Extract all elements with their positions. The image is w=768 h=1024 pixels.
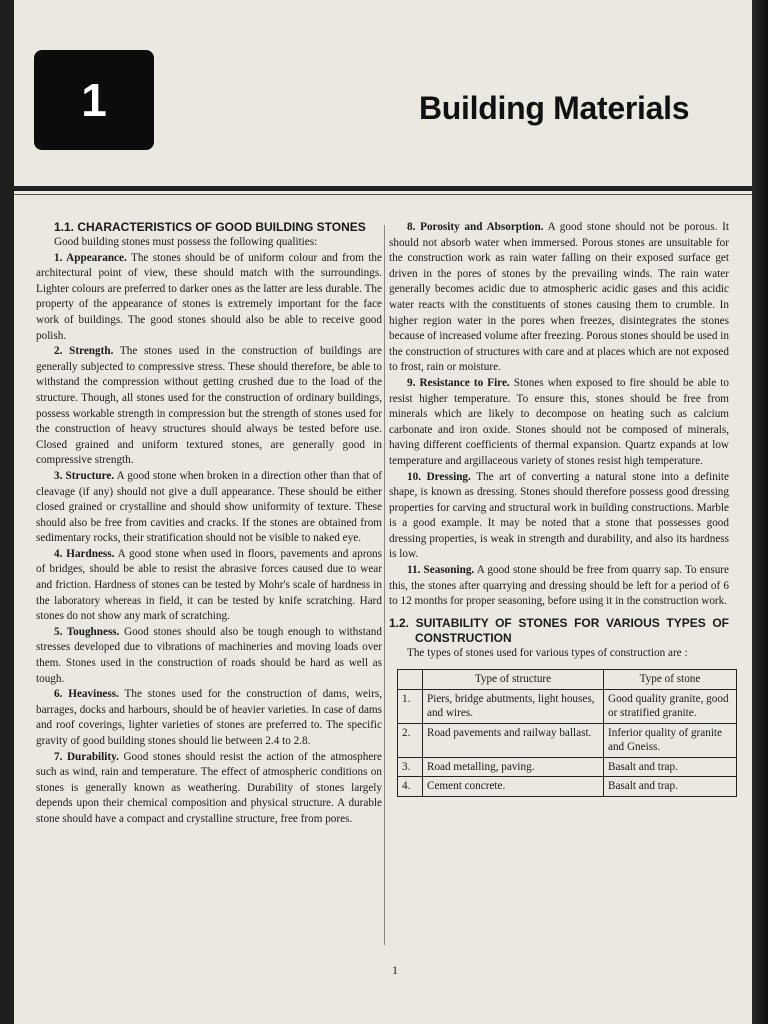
table-cell: Basalt and trap. <box>604 757 737 777</box>
body-text: The art of converting a natural stone into a definite shape, is known as dressing. Stones should therefore possess good dressing properties for carving and structural work in building constructions. Marble is a good example. It may be noted that a stone that possesses good dressing properties, is weak in strength and durability, and also its hardness is low. <box>389 470 729 561</box>
term: 9. Resistance to Fire. <box>407 376 510 389</box>
paragraph-toughness <box>36 625 382 687</box>
table-cell: 4. <box>398 777 423 797</box>
body-text: The stones used for the construction of dams, weirs, barrages, docks and harbours, should be of heavier varieties. In case of dams and roof coverings, lighter varieties of stones are preferred to. The specific gravity of good building stones should lie between 2.4 to 2.8. <box>36 688 382 747</box>
left-column <box>36 220 382 828</box>
body-text: A good stone when used in floors, pavements and aprons of bridges, should be able to resist the abrasive forces caused due to wear and friction. Hardness of stones can be tested by Mohr's scale of hardness in the laboratory whereas in field, it can be tested by knife scratching. Hard stones do not show any mark of scratching. <box>36 547 382 623</box>
table-cell: 3. <box>398 757 423 777</box>
column-divider <box>384 225 385 945</box>
table-cell: 1. <box>398 689 423 723</box>
section-heading-2: 1.2. SUITABILITY OF STONES FOR VARIOUS TYPES OF CONSTRUCTION <box>389 615 729 645</box>
term: 2. Strength. <box>54 345 114 358</box>
table-header-cell <box>398 670 423 690</box>
term: 11. Seasoning. <box>407 564 475 577</box>
table-header-row <box>398 670 737 690</box>
term: 7. Durability. <box>54 750 119 763</box>
table-cell: 2. <box>398 723 423 757</box>
chapter-number: 1 <box>81 74 107 126</box>
table-cell: Cement concrete. <box>423 777 604 797</box>
table-cell: Piers, bridge abutments, light houses, and wires. <box>423 689 604 723</box>
table-header-cell: Type of structure <box>423 670 604 690</box>
page-edge <box>752 0 768 1024</box>
paragraph-hardness <box>36 547 382 625</box>
body-text: A good stone should be free from quarry sap. To ensure this, the stones after quarrying and dressing should be left for a period of 6 to 12 months for proper seasoning, before using it in the construction work. <box>389 564 729 608</box>
chapter-title: Building Materials <box>419 90 690 126</box>
body-text: A good stone when broken in a direction other than that of cleavage (if any) should not give a dull appearance. These should be either closed grained or crystalline and should show uniformity of texture. These should also be free from cavities and cracks. If the stones are obtained from sedimentary rocks, their stratification should not be visible to naked eye. <box>36 469 383 545</box>
term: 3. Structure. <box>54 469 115 482</box>
paragraph-strength <box>36 344 382 469</box>
right-column <box>389 220 729 797</box>
table-cell: Inferior quality of granite and Gneiss. <box>604 723 737 757</box>
table-cell: Basalt and trap. <box>604 777 737 797</box>
section-intro: Good building stones must possess the following qualities: <box>54 236 318 248</box>
paragraph-structure <box>36 469 382 547</box>
term: 10. Dressing. <box>407 470 471 483</box>
term: 5. Toughness. <box>54 625 120 638</box>
table-cell: Good quality granite, good or stratified granite. <box>604 689 737 723</box>
stones-table <box>397 669 737 797</box>
table-row <box>398 723 737 757</box>
chapter-number-badge <box>34 50 154 150</box>
table-header-cell: Type of stone <box>604 670 737 690</box>
body-text: A good stone should not be porous. It should not absorb water when immersed. Porous stones are unsuitable for the construction work as rain water falling on their exposed surface get driven in the pores of stones by the prevailing winds. The rain water generally becomes acidic due to atmospheric acidic gases and this acidic water reacts with the constituents of stones causing them to crumble. In higher region water in the pores when freezes, disintegrates the stones because of increased volume after freezing. Porous stones should be used in the construction of structures with care and at places which are not exposed to frost, rain or moisture. <box>389 221 729 374</box>
paragraph-porosity <box>389 220 729 376</box>
paragraph-heaviness <box>36 687 382 749</box>
body-text: Good stones should also be tough enough to withstand stresses developed due to vibrations of machineries and moving loads over them. Stones used in the construction of roads should be hard as well as tough. <box>36 625 382 685</box>
page-number: 1 <box>392 963 398 977</box>
book-page <box>14 0 752 1024</box>
body-text: Good stones should resist the action of the atmosphere such as wind, rain and temperature. The effect of atmospheric conditions on stones is generally known as weathering. Durability of stones largely depends upon their chemical composition and physical structure. A durable stone should have a compact and crystalline structure, free from pores. <box>36 750 383 825</box>
paragraph-fire-resistance <box>389 376 729 470</box>
body-text: The stones used in the construction of buildings are generally subjected to compressive stress. These should therefore, be able to withstand the compression without getting crushed due to the load of the structure. Though, all stones used for the construction of ordinary buildings, possess workable strength in compression but the strength of stones used for the construction of heavy structures should always be tested before use. Closed grained and uniform textured stones, are generally good in compressive strength. <box>36 345 382 467</box>
term: 1. Appearance. <box>54 251 127 264</box>
term: 6. Heaviness. <box>54 688 119 701</box>
header-rule <box>14 186 752 191</box>
section-heading: 1.1. CHARACTERISTICS OF GOOD BUILDING STONES <box>54 220 366 234</box>
paragraph-durability <box>36 750 382 828</box>
table-row <box>398 757 737 777</box>
term: 8. Porosity and Absorption. <box>407 221 544 233</box>
term: 4. Hardness. <box>54 547 115 560</box>
paragraph-appearance <box>36 251 382 345</box>
paragraph-seasoning <box>389 563 729 610</box>
header-rule-thin <box>14 194 752 195</box>
table-cell: Road pavements and railway ballast. <box>423 723 604 757</box>
body-text: Stones when exposed to fire should be able to resist higher temperature. To ensure this, stones should be free from minerals which are likely to decompose on heating such as calcium carbonate and iron oxide. Stones should not be composed of minerals, having different coefficients of thermal expansion. Quartz expands at low temperature and argillaceous variety of stones resist high temperature. <box>389 376 730 467</box>
section-intro-2: The types of stones used for various types of construction are : <box>407 646 688 659</box>
table-row <box>398 777 737 797</box>
body-text: The stones should be of uniform colour and from the architectural point of view, these should match with the surroundings. Lighter colours are preferred to darker ones as the latter are less durable. The property of the appearance of stones is extremely important for the face work of buildings. The good stones should also be able to receive good polish. <box>36 251 382 342</box>
table-row <box>398 689 737 723</box>
paragraph-dressing <box>389 470 729 564</box>
table-cell: Road metalling, paving. <box>423 757 604 777</box>
